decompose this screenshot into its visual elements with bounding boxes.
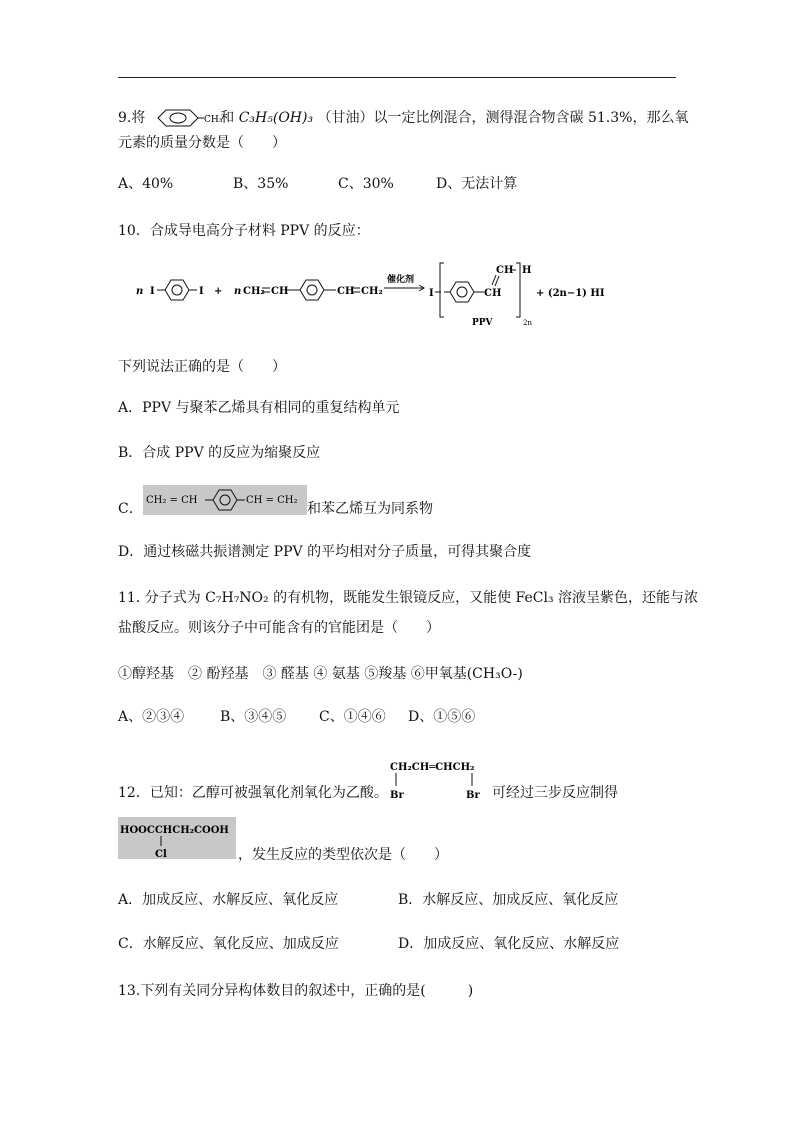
q9-stem-tail: （甘油）以一定比例混合，测得混合物含碳 51.3%，那么氧 <box>317 110 689 126</box>
q10-stem: 10．合成导电高分子材料 PPV 的反应： <box>118 223 370 239</box>
chlorosuccinic-structure-box <box>118 817 236 859</box>
toluene-substituent: CH₃ <box>203 115 223 125</box>
dibromobutene-main: CH₂CH═CHCH₂ <box>390 762 475 773</box>
q9-number: 9.将 <box>118 110 146 126</box>
plus-sign: + <box>214 286 223 297</box>
q10-ask: 下列说法正确的是（ ） <box>118 359 286 375</box>
product-i: I <box>429 288 434 299</box>
q10-option-c <box>118 499 143 519</box>
cl-substituent: Cl <box>155 849 167 860</box>
divinyl-right: CH = CH₂ <box>246 495 298 506</box>
q11-option-b: B、③④⑤ <box>220 709 287 725</box>
br-right: Br <box>466 790 480 801</box>
q11-line2: 盐酸反应。则该分子中可能含有的官能团是（ ） <box>118 620 440 636</box>
q12-option-d: D．加成反应、氧化反应、水解反应 <box>398 936 620 952</box>
q9-option-a: A、40% <box>118 176 174 192</box>
q10-option-b: B．合成 PPV 的反应为缩聚反应 <box>118 445 321 461</box>
q11-groups: ①醇羟基 ② 酚羟基 ③ 醛基 ④ 氨基 ⑤羧基 ⑥甲氧基(CH₃O-) <box>118 666 523 682</box>
q11-option-d: D、①⑤⑥ <box>408 709 476 725</box>
reagent2-ch-left: CH <box>271 286 289 297</box>
br-left: Br <box>390 790 404 801</box>
subscript-2n: 2n <box>523 319 532 327</box>
reagent1-i-right: I <box>199 286 204 297</box>
coef-n-2: n <box>234 286 242 297</box>
q10-option-c-prefix: C． <box>118 501 143 517</box>
q9-option-d: D、无法计算 <box>436 176 518 192</box>
q10-option-a: A．PPV 与聚苯乙烯具有相同的重复结构单元 <box>118 400 400 416</box>
reagent1-i-left: I <box>150 286 155 297</box>
q9-option-b: B、35% <box>233 176 289 192</box>
q9-option-c: C、30% <box>338 176 394 192</box>
coef-n-1: n <box>136 286 144 297</box>
catalyst-label: 催化剂 <box>387 275 415 285</box>
ppv-label: PPV <box>472 318 493 328</box>
q11-option-c: C、①④⑥ <box>319 709 386 725</box>
divinyl-left: CH₂ = CH <box>146 495 198 506</box>
divinylbenzene-structure-box <box>143 485 307 515</box>
q9-line2: 元素的质量分数是（ ） <box>118 135 286 151</box>
q12-suffix: 可经过三步反应制得 <box>492 785 618 801</box>
q12-prefix: 12．已知：乙醇可被强氧化剂氧化为乙酸。 <box>118 785 388 801</box>
product-ch: CH <box>484 288 502 299</box>
product-ch-top: CH <box>496 265 514 276</box>
product-h: H <box>522 265 532 276</box>
q10-option-c-suffix: 和苯乙烯互为同系物 <box>307 501 433 517</box>
glycerol-formula: C₃H₅(OH)₃ <box>238 110 314 126</box>
q12-option-a: A．加成反应、水解反应、氧化反应 <box>118 892 339 908</box>
q12-option-c: C．水解反应、氧化反应、加成反应 <box>118 936 339 952</box>
ppv-reaction-scheme <box>134 255 614 333</box>
q9-and: 和 <box>220 110 235 126</box>
q12-option-b: B．水解反应、加成反应、氧化反应 <box>398 892 619 908</box>
divinylbenzene-structure <box>143 485 307 515</box>
q13-stem: 13.下列有关同分异构体数目的叙述中，正确的是( ) <box>118 983 474 999</box>
toluene-structure <box>152 107 223 129</box>
q10-option-d: D．通过核磁共振谱测定 PPV 的平均相对分子质量，可得其聚合度 <box>118 544 532 560</box>
q11-option-a: A、②③④ <box>118 709 185 725</box>
q11-line1: 11. 分子式为 C₇H₇NO₂ 的有机物，既能发生银镜反应，又能使 FeCl₃ 溶液呈紫色，还能与浓 <box>118 590 699 606</box>
byproduct-hi: + (2n−1) HI <box>536 288 605 299</box>
reagent2-ch-right: CH <box>337 286 355 297</box>
reagent2-ch2-right: CH₂ <box>361 286 383 297</box>
chlorosuccinic-main: HOOCCHCH₂COOH <box>120 825 229 836</box>
q12-line2: ，发生反应的类型依次是（ ） <box>238 847 448 863</box>
dibromobutene-structure <box>386 754 490 800</box>
chlorosuccinic-structure <box>118 817 236 859</box>
header-rule <box>118 77 676 78</box>
reagent2-ch2-left: CH₂ <box>243 286 265 297</box>
q9-line1 <box>118 107 688 129</box>
